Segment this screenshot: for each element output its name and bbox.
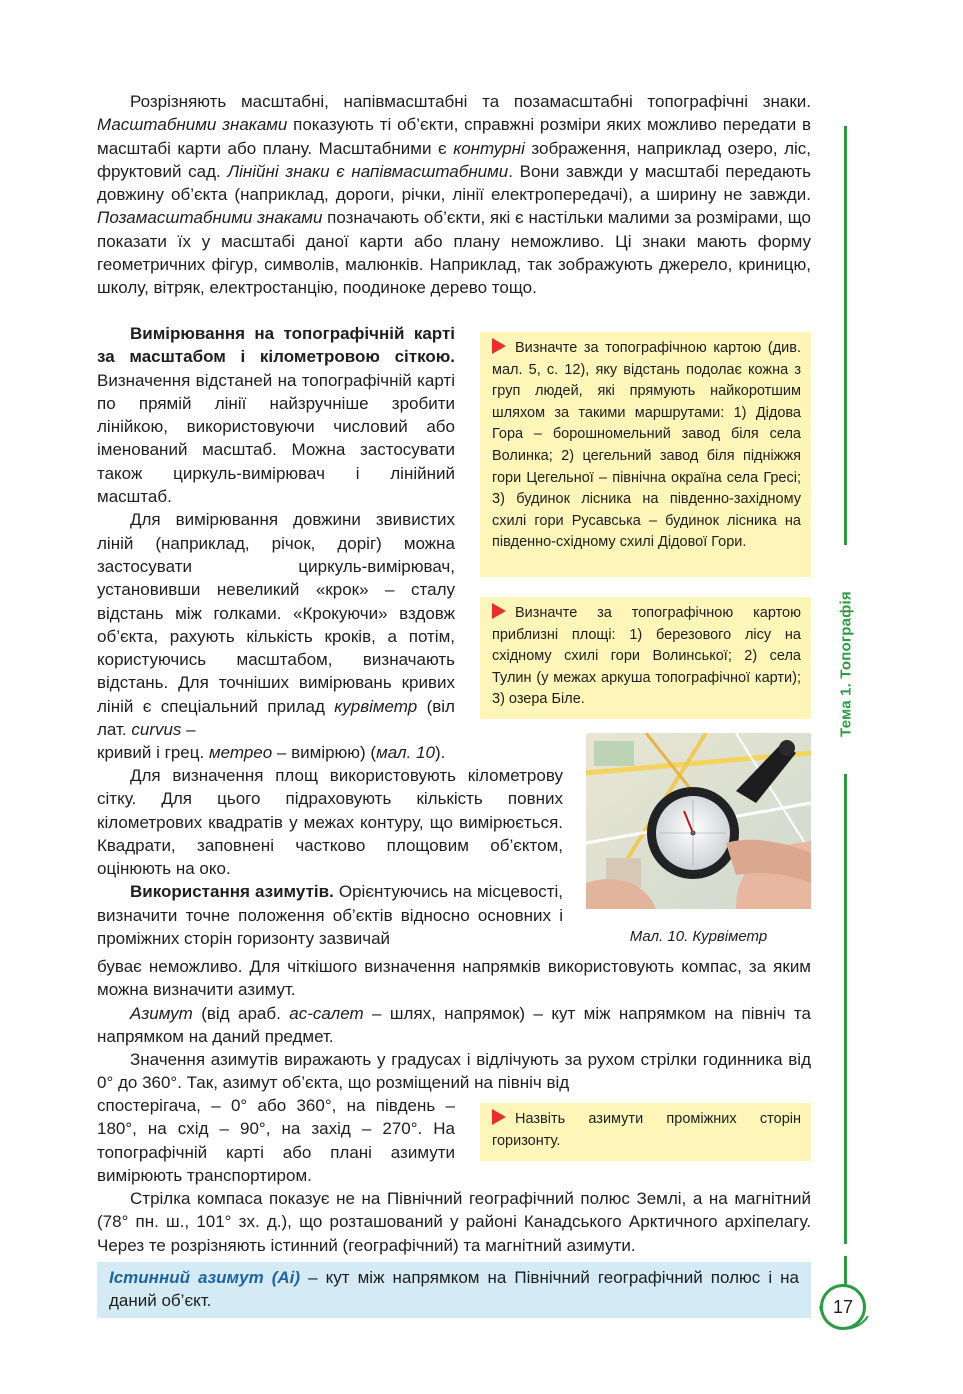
figure-caption: Мал. 10. Курвіметр <box>629 928 768 945</box>
azimuth-use-paragraph-end <box>97 955 811 1002</box>
azimuth-definition-paragraph <box>97 1002 811 1049</box>
definition-text: – кут між напрямком на Північний географічний полюс і на даний об’єкт. <box>109 1268 799 1310</box>
task-marker-icon <box>492 338 506 354</box>
text-run: . Вони завжди у масштабі передають довжину об’єкта (наприклад, дороги, річки, лінії електропередачі), а ширину не завжди. <box>97 161 811 205</box>
text-run: Розрізняють масштабні, напівмасштабні та позамасштабні топографічні знаки. <box>130 92 811 111</box>
text-run: Визначення відстаней на топографічній карті по прямій лінії найзручніше зробити лінійкою, використовуючи числовий або іменований масштаб. Можна застосувати також циркуль-вимірювач і лінійний масштаб. <box>97 370 455 507</box>
text-run: (віл лат. <box>97 696 455 740</box>
intro-paragraph <box>97 90 811 300</box>
intro-paragraph-block <box>97 90 811 300</box>
text-run: Масштабними знаками <box>97 115 288 135</box>
task-text: Визначте за топографічною картою приблизні площі: 1) березового лісу на східному схилі гори Волинської; 2) села Тулин (у межах аркуша топографічної карти); 3) озера Біле. <box>492 605 801 708</box>
azimuth-values-tail <box>97 1094 455 1187</box>
text-run: Азимут <box>130 1003 193 1023</box>
sidebar-line-bottom <box>844 774 847 1244</box>
task-box-azimuths <box>480 1103 811 1161</box>
text-run: позначають об’єкти, які є настільки малими за розмірами, що показати їх у масштабі даної карти або плану неможливо. Ці знаки мають форму геометричних фігур, символів, малюнків. Наприклад, так зображують джерело, криницю, школу, вітряк, електростанцію, поодиноке дерево тощо. <box>97 208 811 298</box>
text-run: спостерігача, – 0° або 360°, на південь – 180°, на схід – 90°, на захід – 270°. На топографічній карті або плані азимути вимірюють транспортиром. <box>97 1096 455 1185</box>
text-run: Позамасштабними знаками <box>97 208 323 228</box>
text-run: Для визначення площ використовують кілометрову сітку. Для цього підраховують кількість повних кілометрових квадратів у межах контуру, що вимірюється. Квадрати, заповнені частково площовим об’єктом, оцінюють на око. <box>97 766 563 879</box>
text-run: Використання азимутів. <box>130 882 334 902</box>
text-run: буває неможливо. Для чіткішого визначення напрямків використовують компас, за яким можна визначити азимут. <box>97 957 811 1000</box>
text-run: – <box>181 720 196 740</box>
text-run: зображення, наприклад озеро, ліс, фруктовий сад. <box>97 138 811 181</box>
winding-lines-paragraph <box>97 508 455 741</box>
text-run: контурні <box>453 138 525 158</box>
curvimeter-photo <box>586 733 811 909</box>
text-run: Для вимірювання довжини звивистих ліній (наприклад, річок, доріг) можна застосувати циркуль-вимірювач, установивши невеликий «крок» – сталу відстань між голками. «Крокуючи» вздовж об’єкта, рахують кількість кроків, а потім, користуючись масштабом, визначають відстань. Для точніших вимірювань кривих ліній є спеціальний прилад <box>97 510 455 716</box>
winding-lines-paragraph-end <box>97 741 475 764</box>
curvimeter-illustration <box>586 733 811 909</box>
task-box-area <box>480 597 811 719</box>
compass-paragraph <box>97 1187 811 1257</box>
page-number: 17 <box>820 1284 866 1330</box>
text-run: ас-салет <box>289 1003 364 1023</box>
area-paragraph <box>97 764 563 880</box>
text-run: – шлях, напрямок) – кут між напрямком на північ та напрямком на даний предмет. <box>97 1003 811 1046</box>
text-run: ). <box>434 743 446 762</box>
compass-block <box>97 1187 811 1257</box>
text-run: мал. 10 <box>376 743 435 762</box>
definition-term: Істинний азимут (Аі) <box>109 1268 301 1287</box>
text-run: curvus <box>131 720 182 740</box>
text-run: кривий і грец. <box>97 743 209 762</box>
text-run: Лінійні знаки є напівмасштабними <box>227 161 509 181</box>
text-run: курвіметр <box>334 696 418 716</box>
text-run: Вимірювання на топографічній карті за масштабом і кілометровою сіткою. <box>97 324 455 367</box>
task-marker-icon <box>492 603 506 619</box>
area-and-azimuth-section <box>97 764 563 950</box>
task-marker-icon <box>492 1109 506 1125</box>
winding-lines-tail <box>97 741 475 764</box>
text-run: показують ті об’єкти, справжні розміри яких можливо передати в масштабі карти або плану. Масштабними є <box>97 115 811 158</box>
azimuth-values-paragraph <box>97 1048 811 1095</box>
azimuth-wide-block <box>97 955 811 1095</box>
measurement-paragraph <box>97 322 455 508</box>
text-run: – вимірюю) ( <box>272 743 377 762</box>
text-run: Стрілка компаса показує не на Північний географічний полюс Землі, а на магнітний (78° пн. ш., 101° зх. д.), що розташований у районі Канадського Арктичного архіпелагу. Через те розрізняють істинний (географічний) та магнітний азимути. <box>97 1189 811 1255</box>
text-run: Орієнтуючись на місцевості, визначити точне положення об’єктів відносно основних і проміжних сторін горизонту зазвичай <box>97 882 563 949</box>
definition-box <box>97 1262 811 1318</box>
text-run: (від араб. <box>192 1003 290 1023</box>
text-run: Значення азимутів виражають у градусах і відлічують за рухом стрілки годинника від 0° до 360°. Так, азимут об’єкта, що розміщений на північ від <box>97 1050 811 1093</box>
task-text: Назвіть азимути проміжних сторін горизонту. <box>492 1111 801 1149</box>
azimuth-use-paragraph <box>97 880 563 950</box>
topic-title: Тема 1. Топографія <box>837 591 855 737</box>
task-text: Визначте за топографічною картою (див. мал. 5, с. 12), яку відстань подолає кожна з груп людей, які прямують найкоротшим шляхом за такими маршрутами: 1) Дідова Гора – борошномельний завод біля села Волинка; 2) цегельний завод біля підніжжя гори Цегельної – північна окраїна села Гресі; 3) будинок лісника на південно-західному схилі гори Русавська – будинок лісника на південно-східному схилі Дідової Гори. <box>492 340 801 551</box>
sidebar-line-top <box>844 126 847 545</box>
text-run: метрео <box>208 743 273 762</box>
azimuth-values-paragraph-end <box>97 1094 455 1187</box>
task-box-distance <box>480 332 811 577</box>
measurement-section <box>97 322 455 741</box>
